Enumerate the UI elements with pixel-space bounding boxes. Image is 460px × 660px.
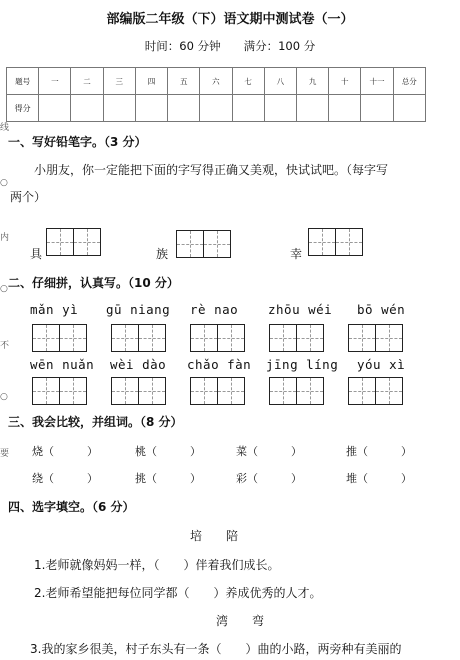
tianzi-cell[interactable]: [375, 377, 403, 405]
answer-grid[interactable]: [190, 377, 245, 405]
table-cell: 八: [264, 68, 296, 95]
margin-mark: ○: [0, 284, 8, 294]
pinyin-label: zhōu wéi: [268, 302, 333, 317]
tianzi-cell[interactable]: [190, 324, 218, 352]
table-cell: 十一: [361, 68, 393, 95]
margin-mark: 内: [0, 233, 10, 243]
pinyin-label: gū niang: [106, 302, 171, 317]
table-cell: 得分: [7, 95, 39, 122]
compare-word[interactable]: 推（ ）: [346, 445, 412, 458]
tianzi-cell[interactable]: [190, 377, 218, 405]
margin-mark: ○: [0, 178, 8, 188]
score-table-score-row: [7, 95, 426, 122]
writing-grid[interactable]: [46, 228, 101, 256]
table-cell: 二: [71, 68, 103, 95]
writing-grid[interactable]: [308, 228, 363, 256]
practice-char: 幸: [290, 247, 303, 261]
tianzi-cell[interactable]: [138, 377, 166, 405]
char-choice-pair: 培 陪: [190, 529, 239, 543]
table-cell: 十: [329, 68, 361, 95]
tianzi-cell[interactable]: [335, 228, 363, 256]
compare-word[interactable]: 烧（ ）: [32, 445, 98, 458]
section3-heading: 三、我会比较，并组词。（8 分）: [8, 415, 183, 429]
answer-grid[interactable]: [190, 324, 245, 352]
table-cell: 三: [103, 68, 135, 95]
score-cell[interactable]: [135, 95, 167, 122]
section1-instruction: 小朋友，你一定能把下面的字写得正确又美观，快试试吧。（每字写: [34, 163, 389, 177]
tianzi-cell[interactable]: [348, 377, 376, 405]
compare-word[interactable]: 绕（ ）: [32, 472, 98, 485]
table-cell: 五: [168, 68, 200, 95]
score-table: [6, 67, 426, 122]
answer-grid[interactable]: [269, 324, 324, 352]
tianzi-cell[interactable]: [59, 324, 87, 352]
tianzi-cell[interactable]: [217, 377, 245, 405]
answer-grid[interactable]: [269, 377, 324, 405]
pinyin-label: yóu xì: [357, 357, 406, 372]
table-cell: 题号: [7, 68, 39, 95]
tianzi-cell[interactable]: [348, 324, 376, 352]
section2-heading: 二、仔细拼，认真写。（10 分）: [8, 276, 179, 290]
tianzi-cell[interactable]: [296, 324, 324, 352]
pinyin-label: mǎn yì: [30, 302, 79, 317]
table-cell: 九: [296, 68, 328, 95]
answer-grid[interactable]: [348, 324, 403, 352]
score-cell[interactable]: [296, 95, 328, 122]
answer-grid[interactable]: [348, 377, 403, 405]
compare-word[interactable]: 挑（ ）: [135, 472, 201, 485]
answer-grid[interactable]: [111, 377, 166, 405]
score-cell[interactable]: [71, 95, 103, 122]
score-cell[interactable]: [39, 95, 71, 122]
compare-word[interactable]: 堆（ ）: [346, 472, 412, 485]
pinyin-label: wēn nuǎn: [30, 357, 95, 372]
tianzi-cell[interactable]: [59, 377, 87, 405]
compare-word[interactable]: 桃（ ）: [135, 445, 201, 458]
pinyin-label: bō wén: [357, 302, 406, 317]
practice-char: 具: [30, 247, 43, 261]
answer-grid[interactable]: [32, 377, 87, 405]
score-cell[interactable]: [168, 95, 200, 122]
tianzi-cell[interactable]: [138, 324, 166, 352]
practice-char: 族: [156, 247, 169, 261]
score-cell[interactable]: [329, 95, 361, 122]
margin-mark: 线: [0, 123, 10, 133]
section4-heading: 四、选字填空。（6 分）: [8, 500, 135, 514]
margin-mark: 不: [0, 341, 10, 351]
tianzi-cell[interactable]: [269, 377, 297, 405]
table-cell: 总分: [393, 68, 425, 95]
pinyin-label: chǎo fàn: [187, 357, 252, 372]
table-cell: 一: [39, 68, 71, 95]
fill-question[interactable]: 1.老师就像妈妈一样，（ ）伴着我们成长。: [34, 558, 280, 572]
tianzi-cell[interactable]: [32, 377, 60, 405]
score-cell[interactable]: [393, 95, 425, 122]
tianzi-cell[interactable]: [73, 228, 101, 256]
score-cell[interactable]: [200, 95, 232, 122]
score-cell[interactable]: [264, 95, 296, 122]
tianzi-cell[interactable]: [32, 324, 60, 352]
tianzi-cell[interactable]: [269, 324, 297, 352]
pinyin-label: rè nao: [190, 302, 239, 317]
pinyin-label: jīng líng: [266, 357, 339, 372]
tianzi-cell[interactable]: [217, 324, 245, 352]
score-cell[interactable]: [361, 95, 393, 122]
score-cell[interactable]: [232, 95, 264, 122]
page-title: 部编版二年级（下）语文期中测试卷（一）: [106, 12, 354, 27]
time-info: 时间：60 分钟 满分：100 分: [144, 39, 316, 53]
compare-word[interactable]: 菜（ ）: [236, 445, 302, 458]
answer-grid[interactable]: [111, 324, 166, 352]
fill-question[interactable]: 2.老师希望能把每位同学都（ ）养成优秀的人才。: [34, 586, 322, 600]
table-cell: 四: [135, 68, 167, 95]
tianzi-cell[interactable]: [375, 324, 403, 352]
margin-mark: ○: [0, 392, 8, 402]
char-choice-pair: 湾 弯: [216, 614, 265, 628]
table-cell: 六: [200, 68, 232, 95]
margin-mark: 要: [0, 449, 10, 459]
section1-instruction-cont: 两个）: [10, 190, 47, 204]
tianzi-cell[interactable]: [46, 228, 74, 256]
tianzi-cell[interactable]: [203, 230, 231, 258]
answer-grid[interactable]: [32, 324, 87, 352]
fill-question[interactable]: 3.我的家乡很美，村子东头有一条（ ）曲的小路，两旁种有美丽的: [30, 642, 402, 656]
writing-grid[interactable]: [176, 230, 231, 258]
tianzi-cell[interactable]: [308, 228, 336, 256]
table-cell: 七: [232, 68, 264, 95]
tianzi-cell[interactable]: [296, 377, 324, 405]
section1-heading: 一、写好铅笔字。（3 分）: [8, 135, 147, 149]
score-cell[interactable]: [103, 95, 135, 122]
score-table-header-row: [7, 68, 426, 95]
compare-word[interactable]: 彩（ ）: [236, 472, 302, 485]
pinyin-label: wèi dào: [110, 357, 167, 372]
tianzi-cell[interactable]: [111, 324, 139, 352]
tianzi-cell[interactable]: [176, 230, 204, 258]
tianzi-cell[interactable]: [111, 377, 139, 405]
